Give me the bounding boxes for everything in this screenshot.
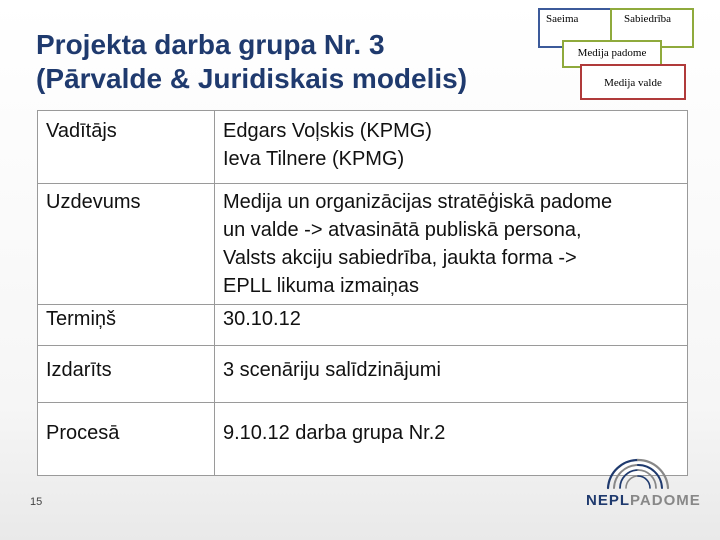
org-label-saeima: Saeima (546, 13, 579, 25)
logo-emblem-icon (586, 454, 690, 494)
org-label-padome: Medija padome (577, 47, 647, 59)
value-line: 3 scenāriju salīdzinājumi (223, 359, 441, 381)
org-box-valde (580, 64, 686, 100)
row-label: Izdarīts (38, 346, 215, 403)
row-label-text: Uzdevums (46, 191, 141, 213)
value-line: Edgars Voļskis (KPMG) (223, 120, 432, 142)
value-line: Valsts akciju sabiedrība, jaukta forma -> (223, 247, 577, 269)
row-label: Termiņš (38, 305, 215, 346)
page-number: 15 (30, 496, 43, 508)
table-row (38, 111, 688, 184)
row-value (215, 184, 688, 305)
logo-text-nepl: NEPL (586, 492, 631, 509)
value-line: Ieva Tilnere (KPMG) (223, 148, 405, 170)
value-line: 9.10.12 darba grupa Nr.2 (223, 422, 446, 444)
org-label-valde: Medija valde (604, 77, 662, 89)
value-line: Medija un organizācijas stratēģiskā padome (223, 191, 613, 213)
logo-text (586, 492, 701, 509)
row-value (215, 346, 688, 403)
info-table (37, 110, 688, 476)
row-label: Procesā (38, 403, 215, 476)
title-line-2: (Pārvalde & Juridiskais modelis) (36, 63, 468, 94)
table-row (38, 184, 688, 305)
title-line-1: Projekta darba grupa Nr. 3 (36, 29, 385, 60)
row-value (215, 305, 688, 346)
value-line: EPLL likuma izmaiņas (223, 275, 420, 297)
table-row (38, 346, 688, 403)
slide-title (36, 28, 556, 96)
row-label (38, 184, 215, 305)
row-value (215, 111, 688, 184)
table-row (38, 305, 688, 346)
value-line: un valde -> atvasinātā publiskā persona, (223, 219, 582, 241)
value-line: 30.10.12 (223, 308, 301, 330)
org-label-sabiedriba: Sabiedrība (624, 13, 672, 25)
nepl-padome-logo (586, 454, 701, 514)
row-label: Vadītājs (38, 111, 215, 184)
logo-text-padome: PADOME (630, 492, 701, 509)
